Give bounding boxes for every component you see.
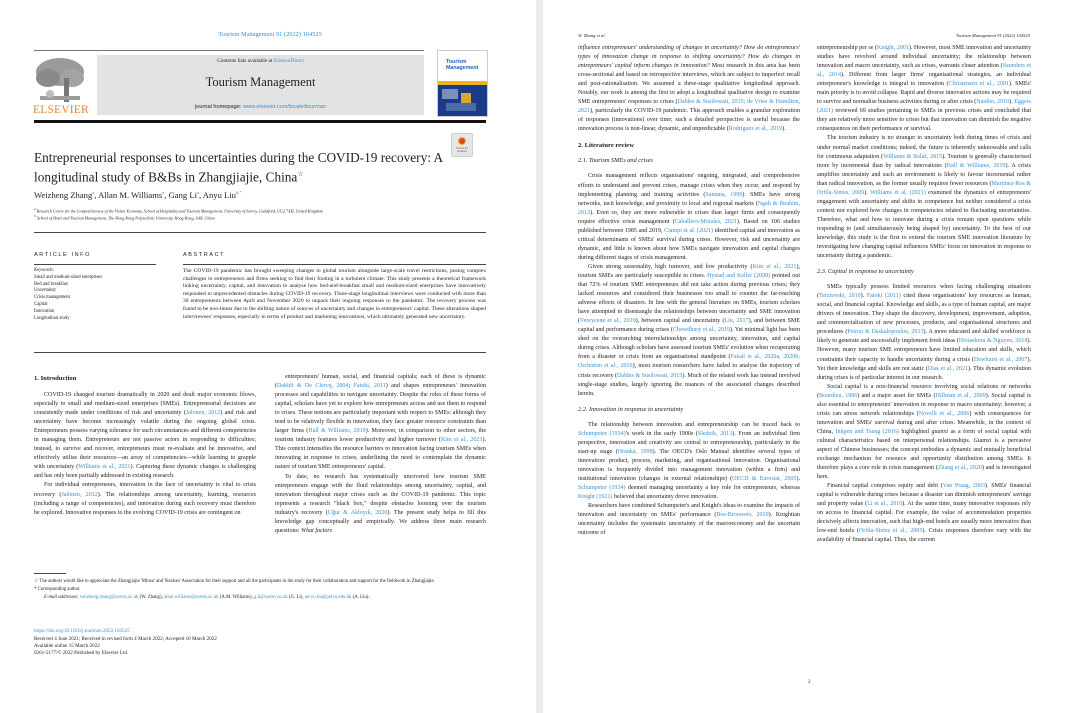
abstract-body: The COVID-19 pandemic has brought sweeping changes to global tourism alongside large-scale travel restrictions, posing complex challenges to entrepreneurs and firms seeking to find their footing in a turbulent climate. This study presents a theoretical framework linking uncertainty, capital, and innovation to analyse how bed-and-breakfast small and medium-sized enterprises have innovatively responded to unprecedented obstacles during COVID-19 recovery. Three-stage longitudinal interviews were conducted with more than 30 entrepreneurs between April and November 2020 to unpack their ongoing responses to the pandemic. The recovery process was found to be non-linear due to the shifting nature of sources of uncertainty and changes in entrepreneurs' capital. These alterations shaped interviewees' responses, especially in terms of product and marketing innovations, which ultimately generated new uncertainty. xyxy=(183,268,486,320)
text-run: ), tourism SMEs are particularly susceptible to crises. xyxy=(578,263,800,279)
citation-link[interactable]: Fatoki (2011) xyxy=(866,293,901,300)
text-run: ). Much of the related work has instead involved single-stage studies, largely ignoring the nuances of the associated changes described herein. xyxy=(578,372,800,397)
affiliation-mark: b xyxy=(34,213,36,218)
text-run: Given strong seasonality, high turnover, and low productivity ( xyxy=(588,263,753,270)
citation-link[interactable]: Van Praag, 2003 xyxy=(942,483,985,490)
italic-text: influence entrepreneurs' understanding of changes in uncertainty? How do entrepreneurs' types of innovation change in response to shifting uncertainty? How do changes in entrepreneurs' capital inform changes in innovation? xyxy=(578,45,800,70)
affiliation-item xyxy=(34,207,486,214)
citation-link[interactable]: OECD & Eurostat, 2005 xyxy=(732,475,797,482)
citation-link[interactable]: Hall & Williams, 2019 xyxy=(946,162,1006,169)
text-run: ), most tourism researchers have failed to analyse the trajectory of crisis recovery ( xyxy=(578,363,800,379)
text-run: reviewed 69 studies pertaining to SMEs in previous crises and concluded that they are relatively more sensitive to crises but that innovation can diminish the negative consequences on their performance or survival. xyxy=(817,108,1031,133)
body-column-1 xyxy=(578,44,800,538)
paragraph xyxy=(578,172,800,262)
pdf-page-2 xyxy=(543,0,1080,713)
text-run: ). SMEs have strong networks, tacit knowledge, and proximity to local and regional markets ( xyxy=(578,191,800,207)
text-run: ), particularly the COVID-19 pandemic. This approach enables a granular exploration of responses (innovations) over time; such a detailed perspective is useful because the innovation process is non-linear, dynamic, and unpredictable ( xyxy=(578,108,800,133)
citation-link[interactable]: Ngah & Ibrahim, 2012 xyxy=(578,200,800,216)
keyword-item: Uncertainty xyxy=(34,288,57,294)
sciencedirect-link[interactable]: ScienceDirect xyxy=(273,58,304,64)
text-run: ). xyxy=(796,475,800,482)
citation-link[interactable]: Hall & Williams, 2019 xyxy=(308,428,366,435)
homepage-line xyxy=(97,104,424,110)
text-run: examined the dynamics of entrepreneurs' engagement with uncertainty and shifts in competence but neither considered a crisis context nor explored how changes in competencies related to fluctuating uncertainties. Therefore, what and how to innovate during a crisis remain open questions while responding to (and simultaneously being shaped by) uncertainty. To the best of our knowledge, this study is the first to extend the tourism SME innovation literature by investigating how changing capital influences SMEs' focus on innovation in response to uncertainty during a pandemic. xyxy=(817,189,1031,260)
citation-link[interactable]: Caballero-Morales, 2021 xyxy=(674,218,737,225)
email-label: E-mail addresses: xyxy=(44,594,79,600)
email-owner: (G. Li) xyxy=(289,594,303,600)
text-run: ). This dynamic evolution during crises is of particular interest in our research. xyxy=(817,365,1031,381)
section-heading: 2. Literature review xyxy=(578,142,634,150)
paragraph xyxy=(34,391,256,481)
text-run: To date, no research has systematically uncovered how tourism SME entrepreneurs engage with the fluid relationships among uncertainty, capital, and innovation throughout major crises such as the COVID-19 pandemic. This topic represents a research "black box," despite obstacles looming over the tourism industry's recovery ( xyxy=(275,473,486,516)
citation-link[interactable]: Knight (1921) xyxy=(578,494,613,501)
paragraph xyxy=(34,481,256,517)
text-run: ) and a major asset for SMEs ( xyxy=(857,392,936,399)
citation-link[interactable]: Sledzik, 2013 xyxy=(697,430,733,437)
text-run: ). Different from larger firms' organisational strategies, an individual entrepreneur's knowledge is integral to innovation ( xyxy=(817,72,1031,88)
citation-link[interactable]: Jalonen, 2012 xyxy=(185,410,221,417)
text-run: ). SMEs' main priority is to avoid collapse. Rapid and diverse innovative actions may be required to survive and normalise business activities during or after crisis ( xyxy=(817,81,1031,106)
citation-link[interactable]: Hystad and Keller (2008) xyxy=(707,272,771,279)
check-updates-label: Check for updates xyxy=(456,146,468,153)
paragraph xyxy=(578,263,800,399)
text-run: Financial capital comprises equity and debt ( xyxy=(827,483,943,490)
affiliation-mark: a xyxy=(34,207,36,211)
running-head-journal: Tourism Management 91 (2022) 104525 xyxy=(955,33,1030,38)
keyword-item: Capital xyxy=(34,301,48,307)
text-run: SMEs typically possess limited resources when facing challenging situations ( xyxy=(817,284,1031,300)
affiliation-rule xyxy=(34,232,486,233)
text-run: ). Yet their knowledge and skills are not static ( xyxy=(817,356,1031,372)
citation-link[interactable]: Saunders et al., 2014 xyxy=(817,63,1032,79)
text-run: ). Crisis responses therefore vary with the availability of financial capital. Thus, the current xyxy=(817,528,1031,544)
text-run: ). The present study helps to fill this knowledge gap conceptually and empirically. We address three main research questions: xyxy=(275,509,486,534)
copyright: 0261-5177/© 2022 Published by Elsevier Ltd. xyxy=(34,649,129,656)
subsection-heading: 2.3. Capital in response to uncertainty xyxy=(817,268,914,276)
citation-link[interactable]: Fatoki, 2011 xyxy=(353,383,386,390)
email-link[interactable]: allan.williams@surrey.ac.uk xyxy=(163,594,219,600)
citation-link[interactable]: Naidoo, 2010 xyxy=(976,99,1010,106)
text-run: ). Even so, they are more vulnerable to crises than larger firms and consequently require effective crisis management ( xyxy=(578,209,800,225)
title-footnote-mark: ☆ xyxy=(297,170,304,178)
text-run: ). Based on 106 studies published between 1985 and 2019, xyxy=(578,218,800,234)
email-owner: (W. Zhang) xyxy=(139,594,162,600)
paragraph xyxy=(578,44,800,134)
citation-link[interactable]: Uğur & Akbıyık, 2020 xyxy=(327,509,388,516)
paragraph xyxy=(817,383,1031,483)
paragraph xyxy=(578,502,800,538)
citation-link[interactable]: Vereycene et al., 2019 xyxy=(580,318,636,325)
text-run: The tourism industry is no stranger to uncertainty both during times of crisis and under normal market conditions; indeed, the future is inherently unknowable and calls for continuous adaptation ( xyxy=(817,135,1031,160)
citation-link[interactable]: Schumpeter (1934) xyxy=(578,430,626,437)
paragraph xyxy=(817,134,1031,261)
text-run: ) and risk and uncertainty have become increasingly volatile during the ongoing global crisis. Entrepreneurs possess varying tolerance for such circumstances and different competencies in managing them. Entrepreneurs are not passive actors in responding to difficulties; instead, to survive and recover, entrepreneurs must re-evaluate and be innovative, and effectively utilise their resources—an array of competencies—while learning to grapple with uncertainty ( xyxy=(34,410,256,471)
affiliations xyxy=(34,207,486,220)
running-head-authors: W. Zhang et al. xyxy=(578,33,606,38)
homepage-prefix: journal homepage: xyxy=(195,104,243,110)
citation-link[interactable]: Williams et al., 2021 xyxy=(78,464,131,471)
check-updates-icon xyxy=(458,137,466,145)
journal-cover-thumbnail xyxy=(437,50,488,117)
text-run: cited these organisations' key resources as human, social, and financial capital. Knowledge and skills, as a type of human capital, are major drivers of innovation. They shape the discovery, development, improvement, adoption, and commercialisation of new processes, products, and organisational structures and procedures ( xyxy=(817,293,1031,336)
italic-text: What factors xyxy=(301,527,333,534)
citation-link[interactable]: Hranka, 1998 xyxy=(617,448,653,455)
email-link[interactable]: weizheng.zhang@surrey.ac.uk xyxy=(79,594,139,600)
text-run: Social capital is a non-financial resource involving social relations or networks ( xyxy=(817,383,1031,399)
text-run: as a form of social capital with cultural characteristics based on interpersonal relationships. xyxy=(817,428,1031,444)
text-run: ). The OECD's Oslo Manual identifies several types of innovation: product, process, marketing, and organisational innovation. Organisational innovation is frequently divided into management innovation (within a firm) and institutional innovation (changes in external relationships) ( xyxy=(578,448,801,482)
text-run: ), between capital and uncertainty ( xyxy=(635,318,725,325)
citation-link[interactable]: Martinez-Ros & Orfila-Sintes, 2009 xyxy=(817,180,1032,196)
citation-link[interactable]: Faisal et al., 2020a, 2020b; Orchiston et al., 2016 xyxy=(578,354,800,370)
article-info-rule xyxy=(34,264,156,265)
text-run: ). The relationships among uncertainty, learning, resources (including a range of competencies), and innovation during such recovery must therefore be explored. Innovative responses to the evolving COVID-19 crisis are contingent on xyxy=(34,491,256,516)
paragraph xyxy=(275,473,486,536)
page-number: 2 xyxy=(808,680,811,685)
intro-column-2 xyxy=(275,373,486,536)
author-name[interactable]: Allan M. Williams xyxy=(98,190,163,200)
text-run: 's work in the early 1900s ( xyxy=(625,430,698,437)
journal-name: Tourism Management xyxy=(205,75,316,89)
subsection-heading: 2.1. Tourism SMEs and crises xyxy=(578,157,653,165)
text-run: identified capital and innovation as critical determinants of SMEs' survival during crises. However, risk and uncertainty are dynamic, and little is known about how SMEs navigate innovation and capital changes during different stages of crisis management. xyxy=(578,227,800,261)
citation-link[interactable]: Ciampi et al. (2021) xyxy=(664,227,714,234)
subsection-heading: 2.2. Innovation in response to uncertainty xyxy=(578,405,684,413)
citation-link[interactable]: Hillman et al., 2009 xyxy=(935,392,986,399)
text-run: ; xyxy=(348,383,354,390)
citation-link[interactable]: Schumpeter (1934) xyxy=(578,484,626,491)
text-run: ). From an individual firm perspective, innovation and creativity are central to entrepreneurship, particularly in the start-up stage ( xyxy=(578,430,800,455)
text-run: ). Yet minimal light has been shed on the overarching interrelationships among uncertainty, innovation, and capital during crises. Although scholars have assessed tourism SMEs' evolution when recuperating from a disaster or crisis from an organisational standpoint ( xyxy=(578,327,801,361)
text-run: entrepreneurs' human, social, and financial capitals; each of these is dynamic ( xyxy=(275,374,486,390)
abstract-bottom-rule xyxy=(34,352,486,353)
text-run: ). Moreover, in comparison to other sectors, the tourism industry features lower productivity and higher turnover ( xyxy=(275,428,487,444)
header-top-rule xyxy=(34,50,424,51)
abstract-heading: ABSTRACT xyxy=(183,252,226,258)
corresponding-author-footnote: * Corresponding author. xyxy=(34,586,81,592)
email-addresses: E-mail addresses: weizheng.zhang@surrey.ac.uk (W. Zhang), allan.williams@surrey.ac.uk (A.M. Williams), g.li@surrey.ac.uk (G. Li), an-yu.liu@polyu.edu.hk (A. Liu). xyxy=(44,594,370,600)
paragraph xyxy=(275,373,486,473)
footnotes xyxy=(34,578,486,602)
intro-column-1 xyxy=(34,375,256,518)
paragraph xyxy=(817,44,1031,134)
text-run: ). This context intensifies the resource barriers to innovation facing tourism SMEs when innovating in response to crises, underlining the need to contemplate the dynamic nature of tourism SME entrepreneurs' capital. xyxy=(275,437,486,471)
intro-heading: 1. Introduction xyxy=(34,375,77,382)
text-run: ). However, most SME innovation and uncertainty studies have revolved around individual uncertainty; the relationship between innovation and macro uncertainty, such as crises, warrants closer attention ( xyxy=(817,45,1032,70)
citation-link[interactable]: Zhang et al., 2020 xyxy=(937,465,983,472)
email-owner: (A.M. Williams) xyxy=(219,594,252,600)
affiliation-text: Research Centre for the Competitiveness of the Visitor Economy, School of Hospitality and Tourism Management, University of Surrey, Guildford, GU2 7XH, United Kingdom xyxy=(36,208,323,214)
email-link[interactable]: an-yu.liu@polyu.edu.hk xyxy=(304,594,352,600)
text-run: entrepreneurship per se ( xyxy=(817,45,877,51)
citation-link[interactable]: Chowdhury et al., 2019 xyxy=(672,327,730,334)
citation-link[interactable]: Knight, 2001 xyxy=(876,45,909,51)
text-run: ) and shapes entrepreneurs' innovation processes and capabilities to navigate uncertainty. Despite the roles of these forms of capital, scholars have yet to explore how entrepreneurs access and use them to respond to crises. These notions are particularly important with respect to SMEs: although they tend to be relatively flexible in innovation, they face greater resource constraints than larger firms ( xyxy=(275,383,486,435)
text-run: ). Social capital is also essential to entrepreneurs' innovation in response to macro uncertainty; however, a crisis can stress network relationships ( xyxy=(817,392,1032,417)
citation-link[interactable]: Diviaekera & Nguyen, 2018 xyxy=(958,338,1028,345)
citation-link[interactable]: Liu, 2017 xyxy=(724,318,749,325)
text-run: Crisis management reflects organisations' ongoing, integrated, and comprehensive efforts to understand and prevent crises, manage crises when they occur, and respond by implementing planning and training activities ( xyxy=(578,173,800,198)
article-title xyxy=(34,146,504,185)
italic-text: Guanxi xyxy=(973,437,992,444)
keywords-list xyxy=(34,268,102,322)
text-run: ) and is investigated here. xyxy=(817,465,1031,481)
abstract-rule xyxy=(183,264,486,265)
contents-prefix: Contents lists available at xyxy=(217,58,274,64)
text-run: ). A more educated and skilled workforce is likely to generate and successfully implement fresh ideas ( xyxy=(817,329,1032,345)
affiliation-text: School of Hotel and Tourism Management, The Hong Kong Polytechnic University, Hong Kong, SAR, China xyxy=(36,215,215,221)
elsevier-wordmark: ELSEVIER xyxy=(33,104,89,116)
citation-link[interactable]: Santana, 1999 xyxy=(705,191,743,198)
journal-reference-link[interactable]: Tourism Management 91 (2022) 104525 xyxy=(218,31,322,38)
text-run: ), and between SME capital and performance during crises ( xyxy=(578,318,801,334)
citation-link[interactable]: Terziovski, 2010 xyxy=(819,293,861,300)
citation-link[interactable]: Dakhli & De Clercq, 2004 xyxy=(277,383,349,390)
citation-link[interactable]: Dewhurst et al., 2007 xyxy=(974,356,1028,363)
keyword-item: Longitudinal study xyxy=(34,315,70,321)
keyword-item: Small and medium-sized enterprises xyxy=(34,274,103,280)
email-link[interactable]: g.li@surrey.ac.uk xyxy=(254,594,288,600)
keywords-label: Keywords: xyxy=(34,268,55,273)
citation-link[interactable]: Christensen et al., 2001 xyxy=(948,81,1009,88)
text-run: ). However, many tourism SME entrepreneurs have limited education and skills, which constraints their capacity to handle uncertainty during a crisis ( xyxy=(817,338,1031,363)
citation-link[interactable]: Jalonen, 2012 xyxy=(61,491,98,498)
citation-link[interactable]: Williams et al. (2021) xyxy=(870,189,926,196)
text-run: ). A crisis amplifies uncertainty and such an environment is likely to favour incremental rather than radical innovation, as the former usually requires fewer resources ( xyxy=(817,162,1032,187)
citation-link[interactable]: Dahles & Susilowati, 2015; de Vries & Hamilton, 2021 xyxy=(578,99,800,115)
text-run: ). Knightian uncertainty includes the systematic uncertainty of the macroeconomy and the uncertain outcome of xyxy=(578,512,800,537)
citation-link[interactable]: Inkpen and Tsang (2016) xyxy=(835,428,899,435)
text-run: highlighted xyxy=(898,428,932,435)
email-owner: (A. Liu). xyxy=(352,594,370,600)
keyword-item: Bed and breakfast xyxy=(34,281,68,287)
intro-col1-paragraphs xyxy=(34,391,256,518)
author-name[interactable]: Weizheng Zhang xyxy=(34,190,93,200)
pdf-page-1 xyxy=(0,0,536,713)
article-info-heading: ARTICLE INFO xyxy=(34,252,91,258)
doi-link[interactable]: https://doi.org/10.1016/j.tourman.2022.104525 xyxy=(34,628,130,634)
author-affiliation-mark[interactable]: a xyxy=(162,190,165,196)
citation-link[interactable]: Kim et al., 2021 xyxy=(440,437,483,444)
paragraph xyxy=(578,421,800,502)
text-run: ). SMEs' financial capital is vulnerable during crises because a disaster can diminish entrepreneurs' savings and property value ( xyxy=(817,483,1031,508)
author-name[interactable]: Anyu Liu xyxy=(202,190,236,200)
text-run: ) with consequences for innovation and SMEs' survival during and after crises. Meanwhile, in the context of China, xyxy=(817,410,1031,435)
text-run: COVID-19 changed tourism dramatically in 2020 and dealt major economic blows, especially to small and medium-sized enterprises (SMEs). Entrepreneurial decisions are consistently made under conditions of risk and uncertainty ( xyxy=(34,392,256,417)
text-run: deemed managing uncertainty a key role for entrepreneurs, whereas xyxy=(625,484,801,491)
text-run: ). xyxy=(782,126,786,133)
citation-link[interactable]: Li et al., 2010 xyxy=(867,501,903,508)
text-run: Researchers have combined Schumpeter's and Knight's ideas to examine the impacts of innovation and uncertainty on SMEs' performance ( xyxy=(578,503,800,519)
citation-link[interactable]: Dias et al., 2021 xyxy=(927,365,968,372)
citation-link[interactable]: Novelli et al., 2006 xyxy=(918,410,970,417)
paragraph xyxy=(817,283,1031,383)
paragraph xyxy=(817,482,1031,545)
citation-link[interactable]: Kim et al., 2021 xyxy=(752,263,797,270)
text-run: ). xyxy=(864,189,871,196)
acknowledgement-footnote: ☆ The authors would like to appreciate the Zhangjiajie 'Minsu' and 'Kezhan' Association for their support and all the participants in the study for their collaboration and support for the fieldwork in Zhangjiajie. xyxy=(34,579,435,584)
author-list: Weizheng Zhang$^a$, Allan M. Williams$^a$, Gang Li$^a$, Anyu Liu$^{b,*}$ xyxy=(34,190,242,200)
text-run: ). At the same time, many innovative responses rely on access to financial capital. For example, the value of accommodation properties decisively affects innovation, such that high-end hotels are usually more innovative than low-end hotels ( xyxy=(817,501,1031,535)
citation-link[interactable]: Williams & Baláž, 2015 xyxy=(882,153,943,160)
text-run: The relationship between innovation and entrepreneurship can be traced back to xyxy=(588,421,800,428)
cover-title: Tourism Management xyxy=(446,59,479,71)
article-title-text: Entrepreneurial responses to uncertainties during the COVID-19 recovery: A longitudinal study of B&Bs in Zhangjiajie, China xyxy=(34,150,443,185)
received-dates: Received 4 June 2021; Received in revised form 4 March 2022; Accepted 10 March 2022 xyxy=(34,635,217,642)
text-run: ). xyxy=(860,293,867,300)
author-affiliation-mark[interactable]: b,* xyxy=(235,190,242,196)
author-name[interactable]: Gang Li xyxy=(168,190,197,200)
citation-link[interactable]: Dahles & Susilowati, 2015 xyxy=(617,372,683,379)
footnote-rule xyxy=(34,573,66,574)
journal-homepage-link[interactable]: www.elsevier.com/locate/tourman xyxy=(242,104,326,110)
text-run: is a pervasive aspect of Chinese businesses; the concept embodies a dynamic and mutually beneficial exchange mechanism for resource and opportunity distribution among SMEs. It therefore plays a core role in crisis management ( xyxy=(817,437,1031,472)
text-run: pointed out that 72% of tourism SME entrepreneurs did not take action during previous crises; they lacked resources and considered their businesses too small to counter the far-reaching adverse effects of disasters. In line with the general literature on SMEs, tourism scholars have attempted to disentangle the relationships between uncertainty and SME innovation ( xyxy=(578,272,800,325)
citation-link[interactable]: Petrou & Daskalopoulou, 2013 xyxy=(847,329,924,336)
italic-text: guanxi xyxy=(931,428,948,435)
available-online: Available online 15 March 2022 xyxy=(34,643,100,650)
text-run: For individual entrepreneurs, innovation in the face of uncertainty is vital to crisis recovery ( xyxy=(34,482,256,498)
text-run: ). Tourism is generally characterised more by incremental than by radical innovations ( xyxy=(817,153,1031,169)
citation-link[interactable]: Rodríguez et al., 2019 xyxy=(728,126,783,133)
citation-link[interactable]: Orfila-Sintes et al., 2005 xyxy=(858,528,923,535)
header-bottom-rule xyxy=(34,120,486,123)
text-run: ). Capturing these dynamic changes is challenging and has only been partially addressed in existing research. xyxy=(34,464,256,480)
text-run: Most research in this area has been cross-sectional and based on retrospective interviews, which are subject to imperfect recall and post-rationalisation. We assumed a three-stage qualitative longitudinal approach. Notably, our work is among the first to adopt a longitudinal qualitative design to examine SME entrepreneurs' responses to crises ( xyxy=(578,63,800,106)
citation-link[interactable]: Bourdieu, 1986 xyxy=(819,392,858,399)
publication-info xyxy=(34,628,486,656)
text-run: believed that uncertainty drove innovation. xyxy=(612,494,718,501)
author-affiliation-mark[interactable]: a xyxy=(92,190,95,196)
author-affiliation-mark[interactable]: a xyxy=(196,190,199,196)
citation-link[interactable]: Bos-Brouwers, 2010 xyxy=(716,512,769,519)
text-run: ). xyxy=(1009,99,1015,106)
keyword-item: Crisis management xyxy=(34,295,71,301)
body-column-2 xyxy=(817,44,1031,545)
affiliation-item xyxy=(34,214,486,221)
intro-col2-paragraphs xyxy=(275,373,486,536)
citation-link[interactable]: Eggers (2021) xyxy=(817,99,1031,115)
keyword-item: Innovation xyxy=(34,308,55,314)
contents-line xyxy=(97,58,424,64)
